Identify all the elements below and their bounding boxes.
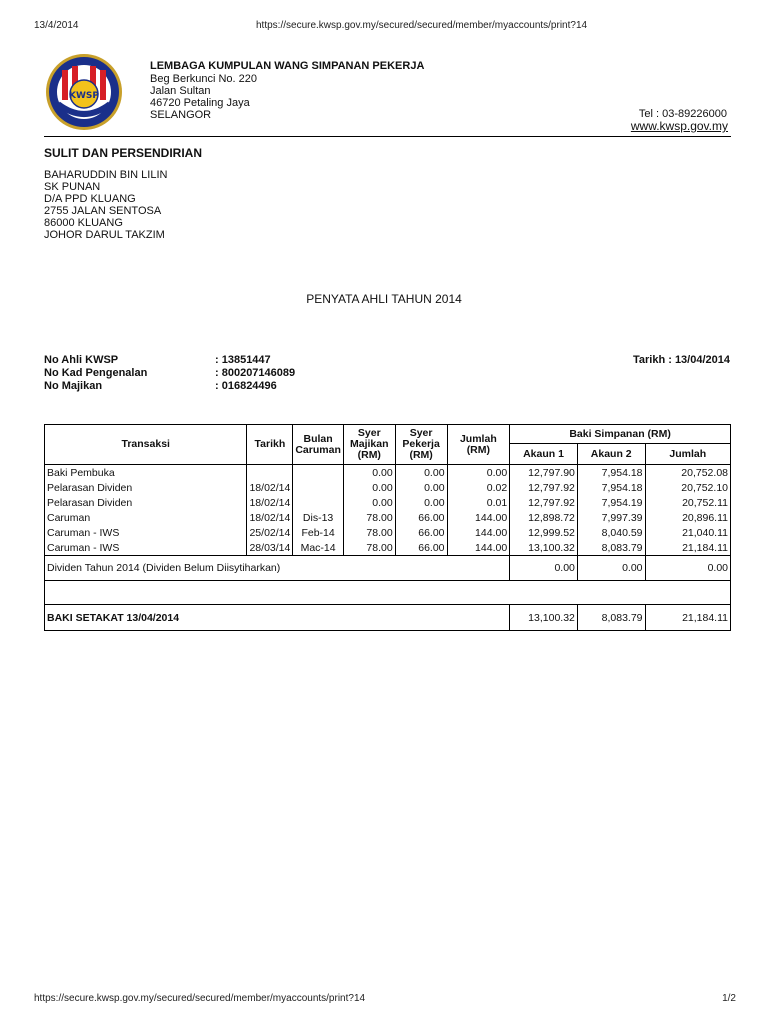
dividend-label: Dividen Tahun 2014 (Dividen Belum Diisytiharkan)	[45, 556, 510, 581]
col-header-bulan-line: Bulan	[303, 432, 333, 445]
statement-date: Tarikh : 13/04/2014	[632, 354, 730, 366]
member-value: : 13851447	[215, 354, 271, 366]
cell-bulan: Feb-14	[293, 525, 344, 540]
balance-label: BAKI SETAKAT 13/04/2014	[45, 605, 510, 631]
cell-akaun1: 12,898.72	[510, 510, 578, 525]
member-label: No Ahli KWSP	[44, 354, 119, 366]
col-header-syer-pekerja-line: Pekerja	[402, 438, 440, 450]
member-value: : 800207146089	[215, 367, 296, 379]
table-row	[45, 525, 731, 540]
cell-tarikh: 28/03/14	[247, 540, 293, 556]
blank-row	[45, 581, 731, 605]
cell-majikan: 0.00	[343, 480, 395, 495]
col-header-jumlah	[447, 425, 510, 465]
balance-jumlah: 21,184.11	[645, 605, 730, 631]
dividend-row	[45, 556, 731, 581]
org-address-line: Beg Berkunci No. 220	[150, 73, 258, 85]
cell-akaun2: 7,954.19	[577, 495, 645, 510]
cell-tarikh: 18/02/14	[247, 480, 293, 495]
cell-pekerja: 0.00	[395, 465, 447, 481]
footer-page-number: 1/2	[722, 993, 736, 1004]
balance-akaun2: 8,083.79	[577, 605, 645, 631]
footer-url: https://secure.kwsp.gov.my/secured/secured/member/myaccounts/print?14	[34, 993, 366, 1004]
col-header-jumlah-line: Jumlah	[459, 432, 497, 445]
cell-baki: 21,040.11	[645, 525, 730, 540]
col-header-syer-pekerja-line: Syer	[409, 427, 433, 439]
org-address	[150, 73, 257, 121]
col-header-bulan	[293, 425, 344, 465]
col-header-syer-majikan-line: Majikan	[350, 438, 389, 450]
col-header-akaun2: Akaun 2	[577, 444, 645, 465]
recipient-address	[44, 169, 167, 241]
cell-transaksi: Pelarasan Dividen	[45, 495, 247, 510]
col-header-syer-majikan	[343, 425, 395, 465]
print-date: 13/4/2014	[34, 20, 79, 31]
dividend-akaun2: 0.00	[577, 556, 645, 581]
cell-majikan: 0.00	[343, 465, 395, 481]
cell-tarikh: 18/02/14	[247, 495, 293, 510]
cell-baki: 21,184.11	[645, 540, 730, 556]
cell-transaksi: Caruman - IWS	[45, 540, 247, 556]
cell-bulan: Dis-13	[293, 510, 344, 525]
org-tel: Tel : 03-89226000	[638, 108, 727, 120]
cell-tarikh: 25/02/14	[247, 525, 293, 540]
cell-transaksi: Baki Pembuka	[45, 465, 247, 481]
cell-bulan	[293, 495, 344, 510]
cell-akaun1: 12,797.90	[510, 465, 578, 481]
cell-baki: 20,752.10	[645, 480, 730, 495]
cell-baki: 20,896.11	[645, 510, 730, 525]
cell-akaun1: 12,797.92	[510, 495, 578, 510]
cell-majikan: 0.00	[343, 495, 395, 510]
cell-pekerja: 0.00	[395, 480, 447, 495]
recipient-line: 2755 JALAN SENTOSA	[44, 205, 162, 217]
member-value: : 016824496	[215, 380, 277, 392]
recipient-line: D/A PPD KLUANG	[44, 193, 136, 205]
dividend-jumlah: 0.00	[645, 556, 730, 581]
cell-akaun2: 7,997.39	[577, 510, 645, 525]
cell-akaun2: 8,040.59	[577, 525, 645, 540]
balance-akaun1: 13,100.32	[510, 605, 578, 631]
cell-bulan	[293, 480, 344, 495]
cell-majikan: 78.00	[343, 540, 395, 556]
confidential-label: SULIT DAN PERSENDIRIAN	[44, 146, 203, 160]
col-header-syer-majikan-line: Syer	[357, 427, 381, 439]
table-row	[45, 480, 731, 495]
blank-cell	[45, 581, 731, 605]
logo-text: KWSP	[69, 91, 99, 101]
cell-jumlah: 0.02	[447, 480, 510, 495]
cell-jumlah: 0.01	[447, 495, 510, 510]
col-header-syer-pekerja-line: (RM)	[409, 449, 433, 461]
cell-pekerja: 66.00	[395, 525, 447, 540]
recipient-line: BAHARUDDIN BIN LILIN	[44, 169, 168, 181]
cell-bulan	[293, 465, 344, 481]
balance-row	[45, 605, 731, 631]
col-header-jumlah-line: (RM)	[466, 443, 491, 456]
cell-akaun2: 8,083.79	[577, 540, 645, 556]
cell-bulan: Mac-14	[293, 540, 344, 556]
cell-tarikh	[247, 465, 293, 481]
col-header-transaksi: Transaksi	[45, 425, 247, 465]
member-label: No Majikan	[44, 380, 103, 392]
table-row	[45, 510, 731, 525]
org-address-line: SELANGOR	[150, 109, 212, 121]
statement-table	[44, 424, 731, 631]
recipient-line: 86000 KLUANG	[44, 217, 123, 229]
cell-transaksi: Pelarasan Dividen	[45, 480, 247, 495]
cell-jumlah: 144.00	[447, 510, 510, 525]
member-values	[215, 354, 295, 393]
member-labels	[44, 354, 147, 393]
col-header-baki-jumlah: Jumlah	[645, 444, 730, 465]
org-address-line: Jalan Sultan	[150, 85, 211, 97]
header-divider	[44, 136, 731, 137]
col-header-tarikh: Tarikh	[247, 425, 293, 465]
col-header-baki-simpanan: Baki Simpanan (RM)	[510, 425, 731, 444]
col-header-syer-majikan-line: (RM)	[357, 449, 381, 461]
org-address-line: 46720 Petaling Jaya	[150, 97, 250, 109]
cell-transaksi: Caruman - IWS	[45, 525, 247, 540]
page-title: PENYATA AHLI TAHUN 2014	[306, 292, 462, 306]
table-row	[45, 465, 731, 481]
cell-akaun2: 7,954.18	[577, 465, 645, 481]
table-row	[45, 540, 731, 556]
cell-pekerja: 0.00	[395, 495, 447, 510]
cell-akaun2: 7,954.18	[577, 480, 645, 495]
col-header-syer-pekerja	[395, 425, 447, 465]
print-url: https://secure.kwsp.gov.my/secured/secured/member/myaccounts/print?14	[256, 20, 588, 31]
cell-baki: 20,752.08	[645, 465, 730, 481]
table-row	[45, 495, 731, 510]
member-label: No Kad Pengenalan	[44, 367, 148, 379]
cell-akaun1: 12,797.92	[510, 480, 578, 495]
cell-majikan: 78.00	[343, 525, 395, 540]
cell-majikan: 78.00	[343, 510, 395, 525]
cell-jumlah: 144.00	[447, 540, 510, 556]
cell-baki: 20,752.11	[645, 495, 730, 510]
cell-pekerja: 66.00	[395, 540, 447, 556]
dividend-akaun1: 0.00	[510, 556, 578, 581]
org-name: LEMBAGA KUMPULAN WANG SIMPANAN PEKERJA	[150, 60, 425, 72]
recipient-line: SK PUNAN	[44, 181, 101, 193]
cell-akaun1: 13,100.32	[510, 540, 578, 556]
cell-pekerja: 66.00	[395, 510, 447, 525]
col-header-akaun1: Akaun 1	[510, 444, 578, 465]
cell-transaksi: Caruman	[45, 510, 247, 525]
org-website-link[interactable]: www.kwsp.gov.my	[630, 119, 728, 133]
cell-jumlah: 0.00	[447, 465, 510, 481]
cell-akaun1: 12,999.52	[510, 525, 578, 540]
recipient-line: JOHOR DARUL TAKZIM	[44, 229, 165, 241]
cell-jumlah: 144.00	[447, 525, 510, 540]
kwsp-logo	[44, 52, 124, 132]
cell-tarikh: 18/02/14	[247, 510, 293, 525]
col-header-bulan-line: Caruman	[295, 443, 341, 456]
